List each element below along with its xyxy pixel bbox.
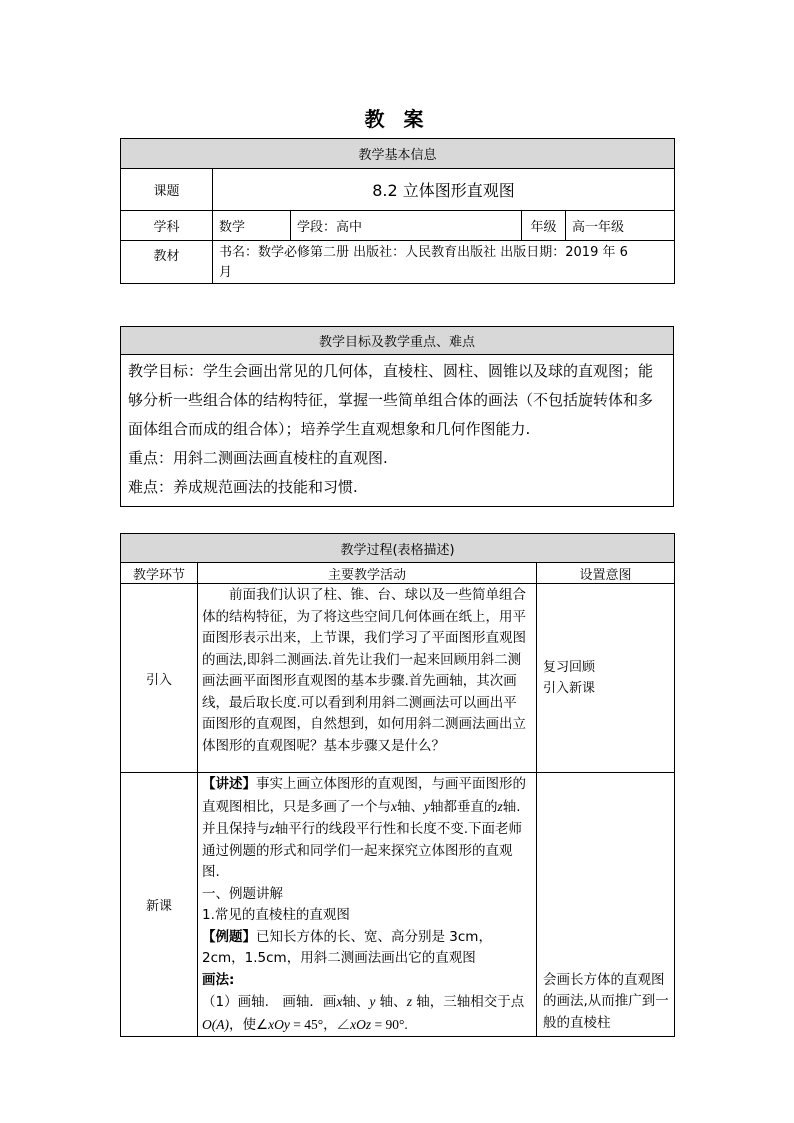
lecture-text-c: 轴都垂直的: [430, 798, 498, 815]
lecture-tag: 【讲述】: [202, 776, 256, 792]
step1-text-e: ，使∠: [229, 1016, 269, 1033]
process-table: [120, 533, 675, 1037]
topic-value: 8.2 立体图形直观图: [213, 169, 675, 211]
step1-text-c: 轴、: [375, 994, 407, 1010]
step1-y: y: [369, 994, 376, 1009]
y-axis-symbol: y: [424, 798, 430, 814]
example-text: 已知长方体的长、宽、高分别是 3cm，2cm，1.5cm，用斜二测画法画出它的直观图: [202, 928, 492, 966]
stage-value: 学段：高中: [291, 211, 522, 241]
process-header: 教学过程(表格描述): [121, 534, 675, 563]
document-title: 教 案: [364, 107, 430, 131]
difficulty-point: 难点：养成规范画法的技能和习惯.: [128, 478, 358, 496]
step1-text-g: = 90°.: [371, 1016, 408, 1032]
subject-value: 数学: [213, 211, 291, 241]
teaching-objective: 教学目标：学生会画出常见的几何体，直棱柱、圆柱、圆锥以及球的直观图；能够分析一些组合体的结构特征，掌握一些简单组合体的画法（不包括旋转体和多面体组合而成的组合体）；培养学生直观想象和几何作图能力.: [128, 362, 654, 438]
step1-angle-xoz: xOz: [350, 1016, 372, 1032]
step-1: [202, 991, 530, 1036]
subject-label: 学科: [121, 211, 213, 241]
example-paragraph: [202, 927, 530, 970]
step1-x: x: [336, 994, 343, 1009]
step1-text-f: = 45°，∠: [289, 1016, 351, 1032]
basic-info-table: [120, 138, 675, 284]
x-axis-symbol: x: [391, 798, 397, 814]
intro-purpose-1: 复习回顾: [543, 660, 596, 675]
lecture-paragraph: [202, 774, 530, 884]
topic-label: 课题: [121, 169, 213, 211]
stage-new-lesson: 新课: [121, 773, 198, 1037]
z-axis-symbol-2: z: [269, 821, 275, 836]
lecture-text-e: 轴平行的线段平行性和长度不变.下面老师通过例题的形式和同学们一起来探究立体图形的直观图.: [202, 821, 523, 880]
textbook-value-line1: 书名：数学必修第二册 出版社：人民教育出版社 出版日期：2019 年 6: [219, 245, 628, 260]
subsection-heading: 1.常见的直棱柱的直观图: [202, 907, 350, 923]
lecture-text-d: 轴. 并且保持与: [202, 798, 521, 837]
step1-text-a: （1）画轴. 画轴．画: [202, 994, 337, 1010]
textbook-label: 教材: [121, 241, 213, 284]
step1-text-b: 轴、: [342, 994, 370, 1010]
step1-point: O(A): [202, 1016, 229, 1032]
stage-intro: 引入: [121, 584, 198, 773]
step1-angle-xoy: xOy: [268, 1016, 290, 1032]
grade-value: 高一年级: [566, 211, 675, 241]
intro-activity: 前面我们认识了柱、锥、台、球以及一些简单组合体的结构特征，为了将这些空间几何体画在纸上，用平面图形表示出来，上节课，我们学习了平面图形直观图的画法,即斜二测画法.首先让我们一起来回顾用斜二测画法画平面图形直观图的基本步骤.首先画轴，其次画线，最后取长度.可以看到利用斜二测画法可以画出平面图形的直观图，自然想到，如何用斜二测画法画出立体图形的直观图呢？基本步骤又是什么？: [202, 587, 526, 754]
step1-text-d: 轴，三轴相交于点: [411, 994, 525, 1010]
example-tag: 【例题】: [202, 928, 256, 945]
basic-info-header: 教学基本信息: [121, 139, 675, 169]
col-purpose-header: 设置意图: [537, 563, 675, 584]
lecture-text-b: 轴、: [397, 798, 424, 815]
step1-z: z: [406, 994, 412, 1009]
intro-purpose-2: 引入新课: [543, 681, 596, 696]
key-point: 重点：用斜二测画法画直棱柱的直观图.: [128, 449, 388, 467]
goals-header: 教学目标及教学重点、难点: [121, 327, 674, 355]
goals-table: [120, 326, 674, 507]
z-axis-symbol: z: [497, 798, 503, 814]
grade-label: 年级: [522, 211, 566, 241]
col-activity-header: 主要教学活动: [198, 563, 537, 584]
textbook-value-line2: 月: [219, 265, 233, 280]
new-lesson-purpose: 会画长方体的直观图的画法,从而推广到一般的直棱柱: [537, 773, 675, 1037]
method-label: 画法:: [202, 971, 235, 988]
section-heading: 一、例题讲解: [202, 885, 283, 902]
lecture-text-a: 事实上画立体图形的直观图，与画平面图形的直观图相比，只是多画了一个与: [202, 776, 526, 815]
col-stage-header: 教学环节: [121, 563, 198, 584]
